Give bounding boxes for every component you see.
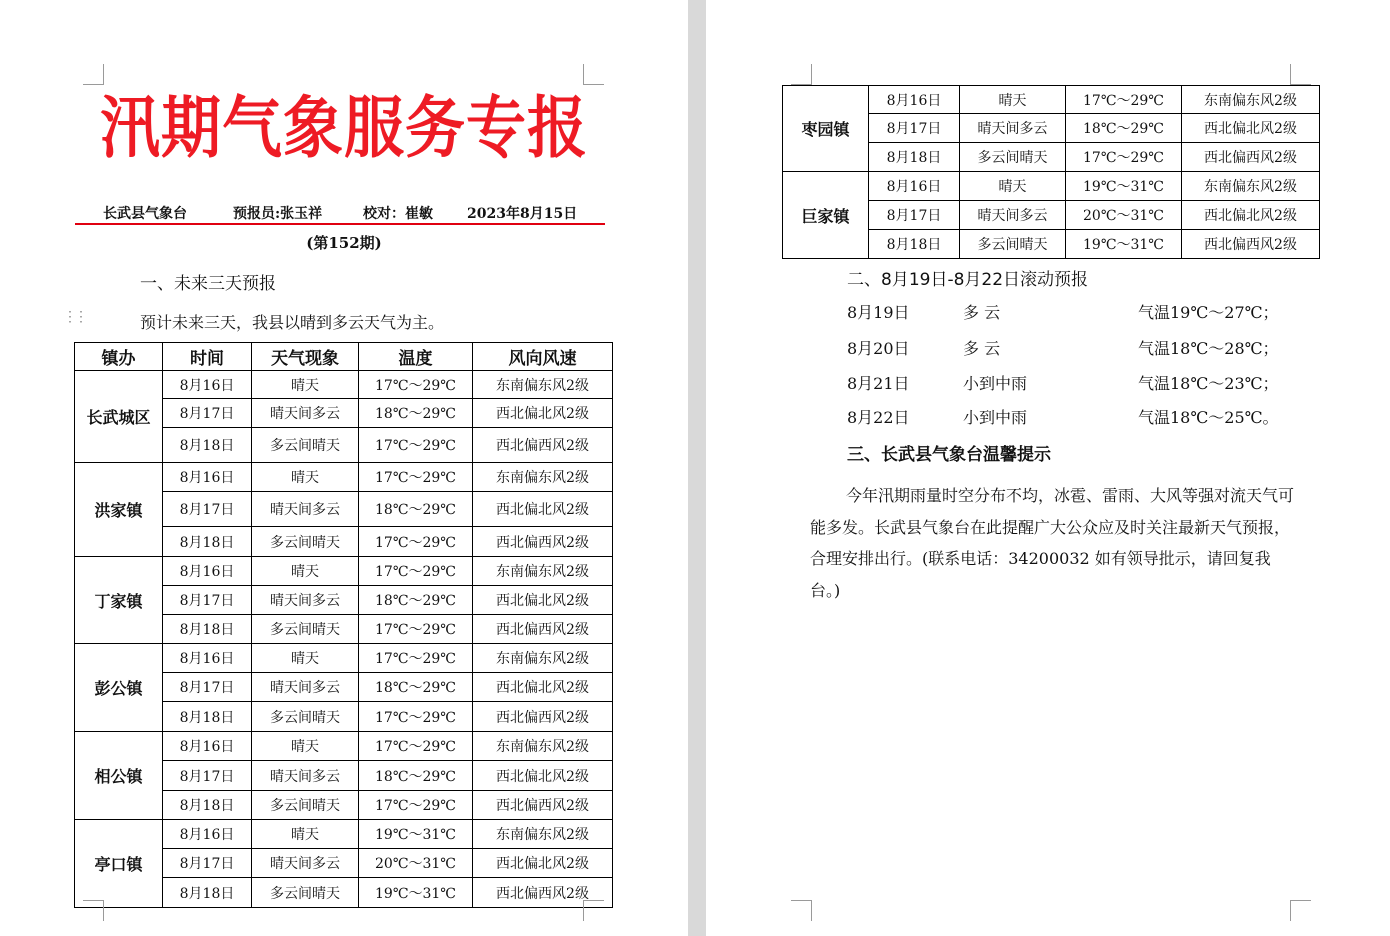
temperature-range: 18℃～29℃ (359, 761, 473, 791)
crop-mark (1290, 64, 1311, 85)
temperature-range: 18℃～29℃ (359, 492, 473, 527)
section2-heading: 二、8月19日-8月22日滚动预报 (847, 270, 1089, 290)
forecast-date: 8月16日 (163, 732, 252, 761)
wind-info: 东南偏东风2级 (473, 557, 613, 586)
rolling-forecast-row (706, 336, 1390, 360)
temperature-range: 17℃～29℃ (359, 428, 473, 463)
wind-info: 西北偏西风2级 (1182, 230, 1320, 259)
weather-condition: 多云间晴天 (252, 615, 359, 644)
town-name: 丁家镇 (75, 557, 163, 644)
weather-condition: 晴天间多云 (960, 201, 1066, 230)
table-row (75, 371, 613, 399)
page-2 (706, 0, 1390, 936)
checker: 校对：崔敏 (363, 206, 433, 222)
wind-info: 西北偏北风2级 (1182, 114, 1320, 143)
header-temp: 温度 (359, 343, 473, 371)
table-row (75, 820, 613, 849)
crop-mark (1290, 900, 1311, 921)
page-1 (0, 0, 688, 936)
wind-info: 西北偏西风2级 (473, 702, 613, 732)
wind-info: 西北偏北风2级 (473, 849, 613, 878)
forecast-date: 8月18日 (869, 143, 960, 172)
temperature-range: 20℃～31℃ (1066, 201, 1182, 230)
town-name: 洪家镇 (75, 463, 163, 557)
forecast-date: 8月18日 (869, 230, 960, 259)
table-row (75, 463, 613, 492)
town-name: 巨家镇 (783, 172, 869, 259)
section3-text: 今年汛期雨量时空分布不均，冰雹、雷雨、大风等强对流天气可能多发。长武县气象台在此提醒广大公众应及时关注最新天气预报，合理安排出行。(联系电话：34200032 如有领导批示，请回复我台。) (810, 486, 1295, 600)
wind-info: 西北偏北风2级 (473, 673, 613, 702)
weather-condition: 多云间晴天 (960, 143, 1066, 172)
weather-condition: 多云间晴天 (252, 428, 359, 463)
forecast-date: 8月18日 (163, 615, 252, 644)
forecaster: 预报员:张玉祥 (233, 206, 323, 222)
page-gap (688, 0, 706, 936)
rolling-weather: 小到中雨 (963, 374, 1028, 393)
weather-condition: 晴天 (252, 644, 359, 673)
temperature-range: 18℃～29℃ (359, 399, 473, 428)
weather-condition: 晴天间多云 (252, 399, 359, 428)
wind-info: 东南偏东风2级 (473, 644, 613, 673)
rolling-date: 8月19日 (847, 303, 910, 322)
temperature-range: 18℃～29℃ (359, 673, 473, 702)
wind-info: 西北偏北风2级 (473, 399, 613, 428)
weather-condition: 晴天间多云 (960, 114, 1066, 143)
wind-info: 西北偏西风2级 (473, 791, 613, 820)
rolling-temperature: 气温19℃～27℃； (1138, 303, 1279, 322)
crop-mark (583, 900, 604, 921)
rolling-date: 8月22日 (847, 408, 910, 427)
temperature-range: 17℃～29℃ (359, 644, 473, 673)
temperature-range: 18℃～29℃ (359, 586, 473, 615)
rolling-temperature: 气温18℃～25℃。 (1138, 408, 1279, 427)
temperature-range: 20℃～31℃ (359, 849, 473, 878)
wind-info: 西北偏西风2级 (1182, 143, 1320, 172)
header-date: 时间 (163, 343, 252, 371)
table-row (75, 732, 613, 761)
rolling-forecast-row (706, 405, 1390, 429)
station-name: 长武县气象台 (103, 206, 187, 222)
weather-condition: 多云间晴天 (252, 527, 359, 557)
forecast-date: 8月16日 (869, 172, 960, 201)
weather-condition: 晴天 (960, 86, 1066, 114)
forecast-date: 8月16日 (163, 371, 252, 399)
temperature-range: 17℃～29℃ (359, 371, 473, 399)
weather-condition: 晴天间多云 (252, 673, 359, 702)
table-header-row (75, 343, 613, 371)
wind-info: 东南偏东风2级 (1182, 172, 1320, 201)
weather-condition: 晴天 (252, 463, 359, 492)
rolling-date: 8月21日 (847, 374, 910, 393)
weather-condition: 晴天间多云 (252, 586, 359, 615)
rolling-weather: 多 云 (963, 339, 1001, 358)
wind-info: 西北偏北风2级 (473, 492, 613, 527)
report-meta-line (75, 203, 605, 225)
header-weather: 天气现象 (252, 343, 359, 371)
rolling-forecast-row (706, 300, 1390, 324)
forecast-date: 8月17日 (163, 673, 252, 702)
report-title: 汛期气象服务专报 (100, 89, 588, 168)
weather-condition: 晴天 (252, 557, 359, 586)
crop-mark (83, 900, 104, 921)
forecast-date: 8月18日 (163, 428, 252, 463)
weather-condition: 晴天间多云 (252, 492, 359, 527)
crop-mark (791, 900, 812, 921)
forecast-date: 8月18日 (163, 702, 252, 732)
forecast-date: 8月17日 (869, 114, 960, 143)
table-row (75, 644, 613, 673)
weather-condition: 晴天 (252, 371, 359, 399)
temperature-range: 17℃～29℃ (1066, 86, 1182, 114)
header-wind: 风向风速 (473, 343, 613, 371)
rolling-temperature: 气温18℃～28℃； (1138, 339, 1279, 358)
header-town: 镇办 (75, 343, 163, 371)
temperature-range: 17℃～29℃ (359, 557, 473, 586)
temperature-range: 17℃～29℃ (359, 702, 473, 732)
forecast-date: 8月17日 (163, 586, 252, 615)
weather-condition: 晴天 (960, 172, 1066, 201)
rolling-forecast-row (706, 371, 1390, 395)
weather-condition: 晴天间多云 (252, 761, 359, 791)
wind-info: 东南偏东风2级 (473, 463, 613, 492)
rolling-temperature: 气温18℃～23℃； (1138, 374, 1279, 393)
forecast-date: 8月18日 (163, 527, 252, 557)
weather-condition: 晴天间多云 (252, 849, 359, 878)
temperature-range: 19℃～31℃ (359, 878, 473, 908)
wind-info: 西北偏西风2级 (473, 615, 613, 644)
weather-condition: 多云间晴天 (960, 230, 1066, 259)
weather-condition: 多云间晴天 (252, 878, 359, 908)
forecast-date: 8月17日 (163, 399, 252, 428)
town-name: 彭公镇 (75, 644, 163, 732)
wind-info: 西北偏西风2级 (473, 878, 613, 908)
forecast-date: 8月16日 (163, 463, 252, 492)
section3-heading: 三、长武县气象台温馨提示 (847, 445, 1051, 465)
town-name: 相公镇 (75, 732, 163, 820)
forecast-date: 8月17日 (163, 492, 252, 527)
forecast-date: 8月16日 (163, 557, 252, 586)
section1-heading: 一、未来三天预报 (140, 274, 276, 294)
wind-info: 东南偏东风2级 (473, 820, 613, 849)
wind-info: 西北偏北风2级 (1182, 201, 1320, 230)
temperature-range: 17℃～29℃ (359, 615, 473, 644)
rolling-weather: 小到中雨 (963, 408, 1028, 427)
wind-info: 西北偏西风2级 (473, 428, 613, 463)
forecast-table (74, 342, 613, 908)
table-row (783, 86, 1320, 114)
forecast-date: 8月17日 (869, 201, 960, 230)
forecast-table-continued (782, 85, 1320, 259)
temperature-range: 19℃～31℃ (1066, 230, 1182, 259)
town-name: 枣园镇 (783, 86, 869, 172)
forecast-date: 8月17日 (163, 849, 252, 878)
temperature-range: 17℃～29℃ (359, 732, 473, 761)
wind-info: 东南偏东风2级 (473, 371, 613, 399)
issue-number: (第152期) (306, 234, 382, 252)
section1-summary: 预计未来三天，我县以晴到多云天气为主。 (140, 313, 445, 332)
temperature-range: 19℃～31℃ (359, 820, 473, 849)
weather-condition: 多云间晴天 (252, 702, 359, 732)
wind-info: 东南偏东风2级 (1182, 86, 1320, 114)
forecast-date: 8月18日 (163, 791, 252, 820)
drag-handle-icon[interactable]: ⋮⋮ (63, 309, 85, 325)
wind-info: 西北偏北风2级 (473, 761, 613, 791)
temperature-range: 18℃～29℃ (1066, 114, 1182, 143)
wind-info: 东南偏东风2级 (473, 732, 613, 761)
town-name: 亭口镇 (75, 820, 163, 908)
forecast-date: 8月17日 (163, 761, 252, 791)
temperature-range: 17℃～29℃ (359, 791, 473, 820)
report-date: 2023年8月15日 (467, 206, 578, 222)
rolling-date: 8月20日 (847, 339, 910, 358)
forecast-date: 8月16日 (869, 86, 960, 114)
temperature-range: 19℃～31℃ (1066, 172, 1182, 201)
weather-condition: 晴天 (252, 820, 359, 849)
weather-condition: 晴天 (252, 732, 359, 761)
weather-condition: 多云间晴天 (252, 791, 359, 820)
table-row (783, 172, 1320, 201)
temperature-range: 17℃～29℃ (359, 527, 473, 557)
temperature-range: 17℃～29℃ (359, 463, 473, 492)
town-name: 长武城区 (75, 371, 163, 463)
forecast-date: 8月18日 (163, 878, 252, 908)
forecast-date: 8月16日 (163, 644, 252, 673)
crop-mark (791, 64, 812, 85)
wind-info: 西北偏西风2级 (473, 527, 613, 557)
forecast-date: 8月16日 (163, 820, 252, 849)
table-row (75, 557, 613, 586)
rolling-weather: 多 云 (963, 303, 1001, 322)
temperature-range: 17℃～29℃ (1066, 143, 1182, 172)
wind-info: 西北偏北风2级 (473, 586, 613, 615)
